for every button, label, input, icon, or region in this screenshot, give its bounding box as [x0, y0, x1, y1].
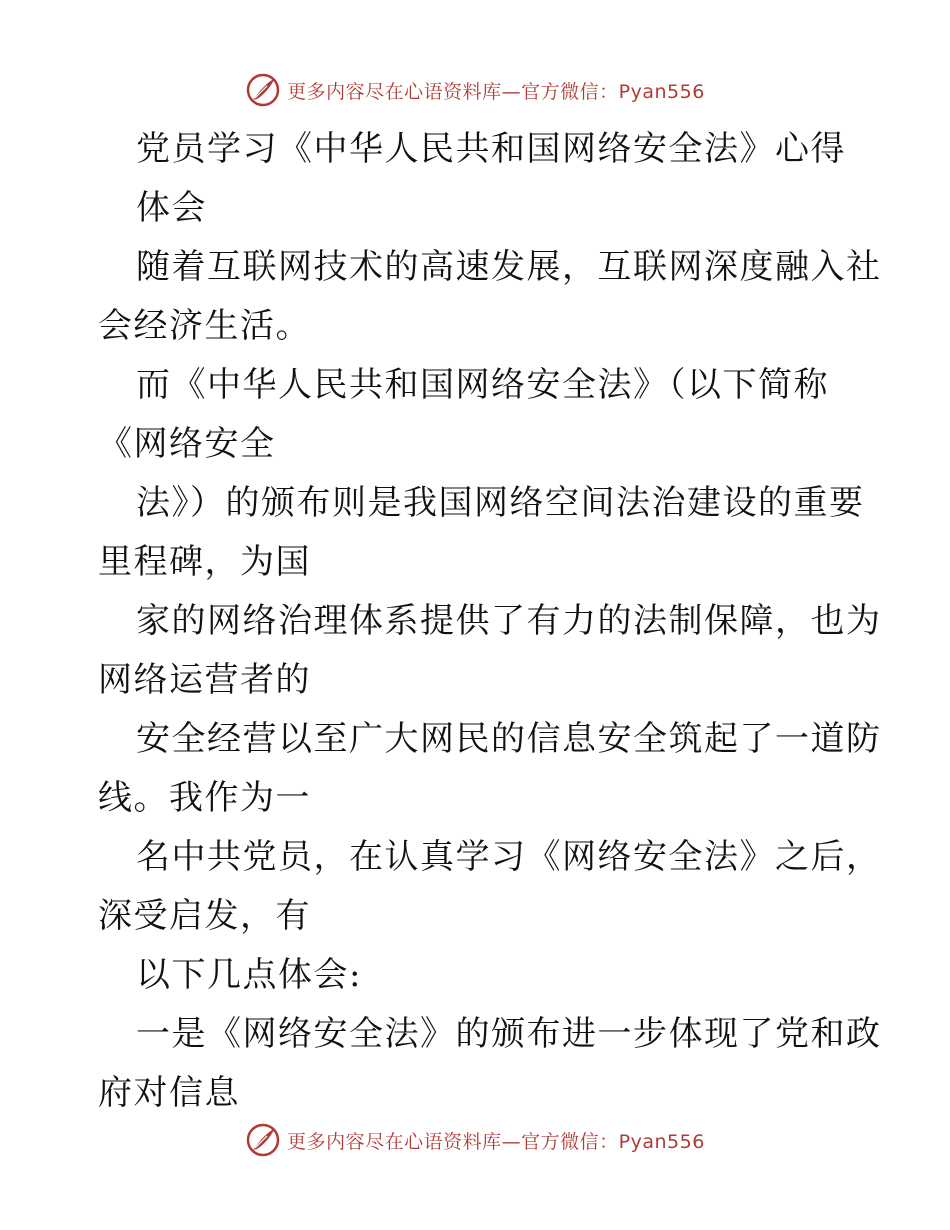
text-line: 而《中华人民共和国网络安全法》（以下简称 — [136, 365, 829, 405]
text-line: 府对信息 — [98, 1073, 240, 1113]
header-watermark-text: 更多内容尽在心语资料库—官方微信：Pyan556 — [287, 80, 705, 103]
text-line: 随着互联网技术的高速发展，互联网深度融入社 — [136, 247, 882, 287]
feather-pen-logo-icon — [245, 1122, 281, 1158]
text-line: 网络运营者的 — [98, 660, 311, 700]
header-watermark-banner — [0, 68, 950, 112]
text-line: 法》）的颁布则是我国网络空间法治建设的重要 — [136, 483, 865, 523]
text-line: 一是《网络安全法》的颁布进一步体现了党和政 — [136, 1014, 882, 1054]
text-line: 线。我作为一 — [98, 778, 311, 818]
text-line: 深受启发，有 — [98, 896, 311, 936]
text-line: 名中共党员，在认真学习《网络安全法》之后， — [136, 837, 882, 877]
text-line: 里程碑，为国 — [98, 542, 311, 582]
feather-pen-logo-icon — [245, 72, 281, 108]
title-line-2: 体会 — [136, 188, 207, 228]
text-line: 安全经营以至广大网民的信息安全筑起了一道防 — [136, 719, 882, 759]
footer-watermark-banner — [0, 1118, 950, 1162]
text-line: 《网络安全 — [98, 424, 276, 464]
text-line: 会经济生活。 — [98, 306, 311, 346]
title-line-1: 党员学习《中华人民共和国网络安全法》心得 — [136, 129, 846, 169]
text-line: 以下几点体会: — [136, 955, 362, 995]
text-line: 家的网络治理体系提供了有力的法制保障，也为 — [136, 601, 882, 641]
document-body — [98, 120, 882, 1123]
footer-watermark-text: 更多内容尽在心语资料库—官方微信：Pyan556 — [287, 1130, 705, 1153]
